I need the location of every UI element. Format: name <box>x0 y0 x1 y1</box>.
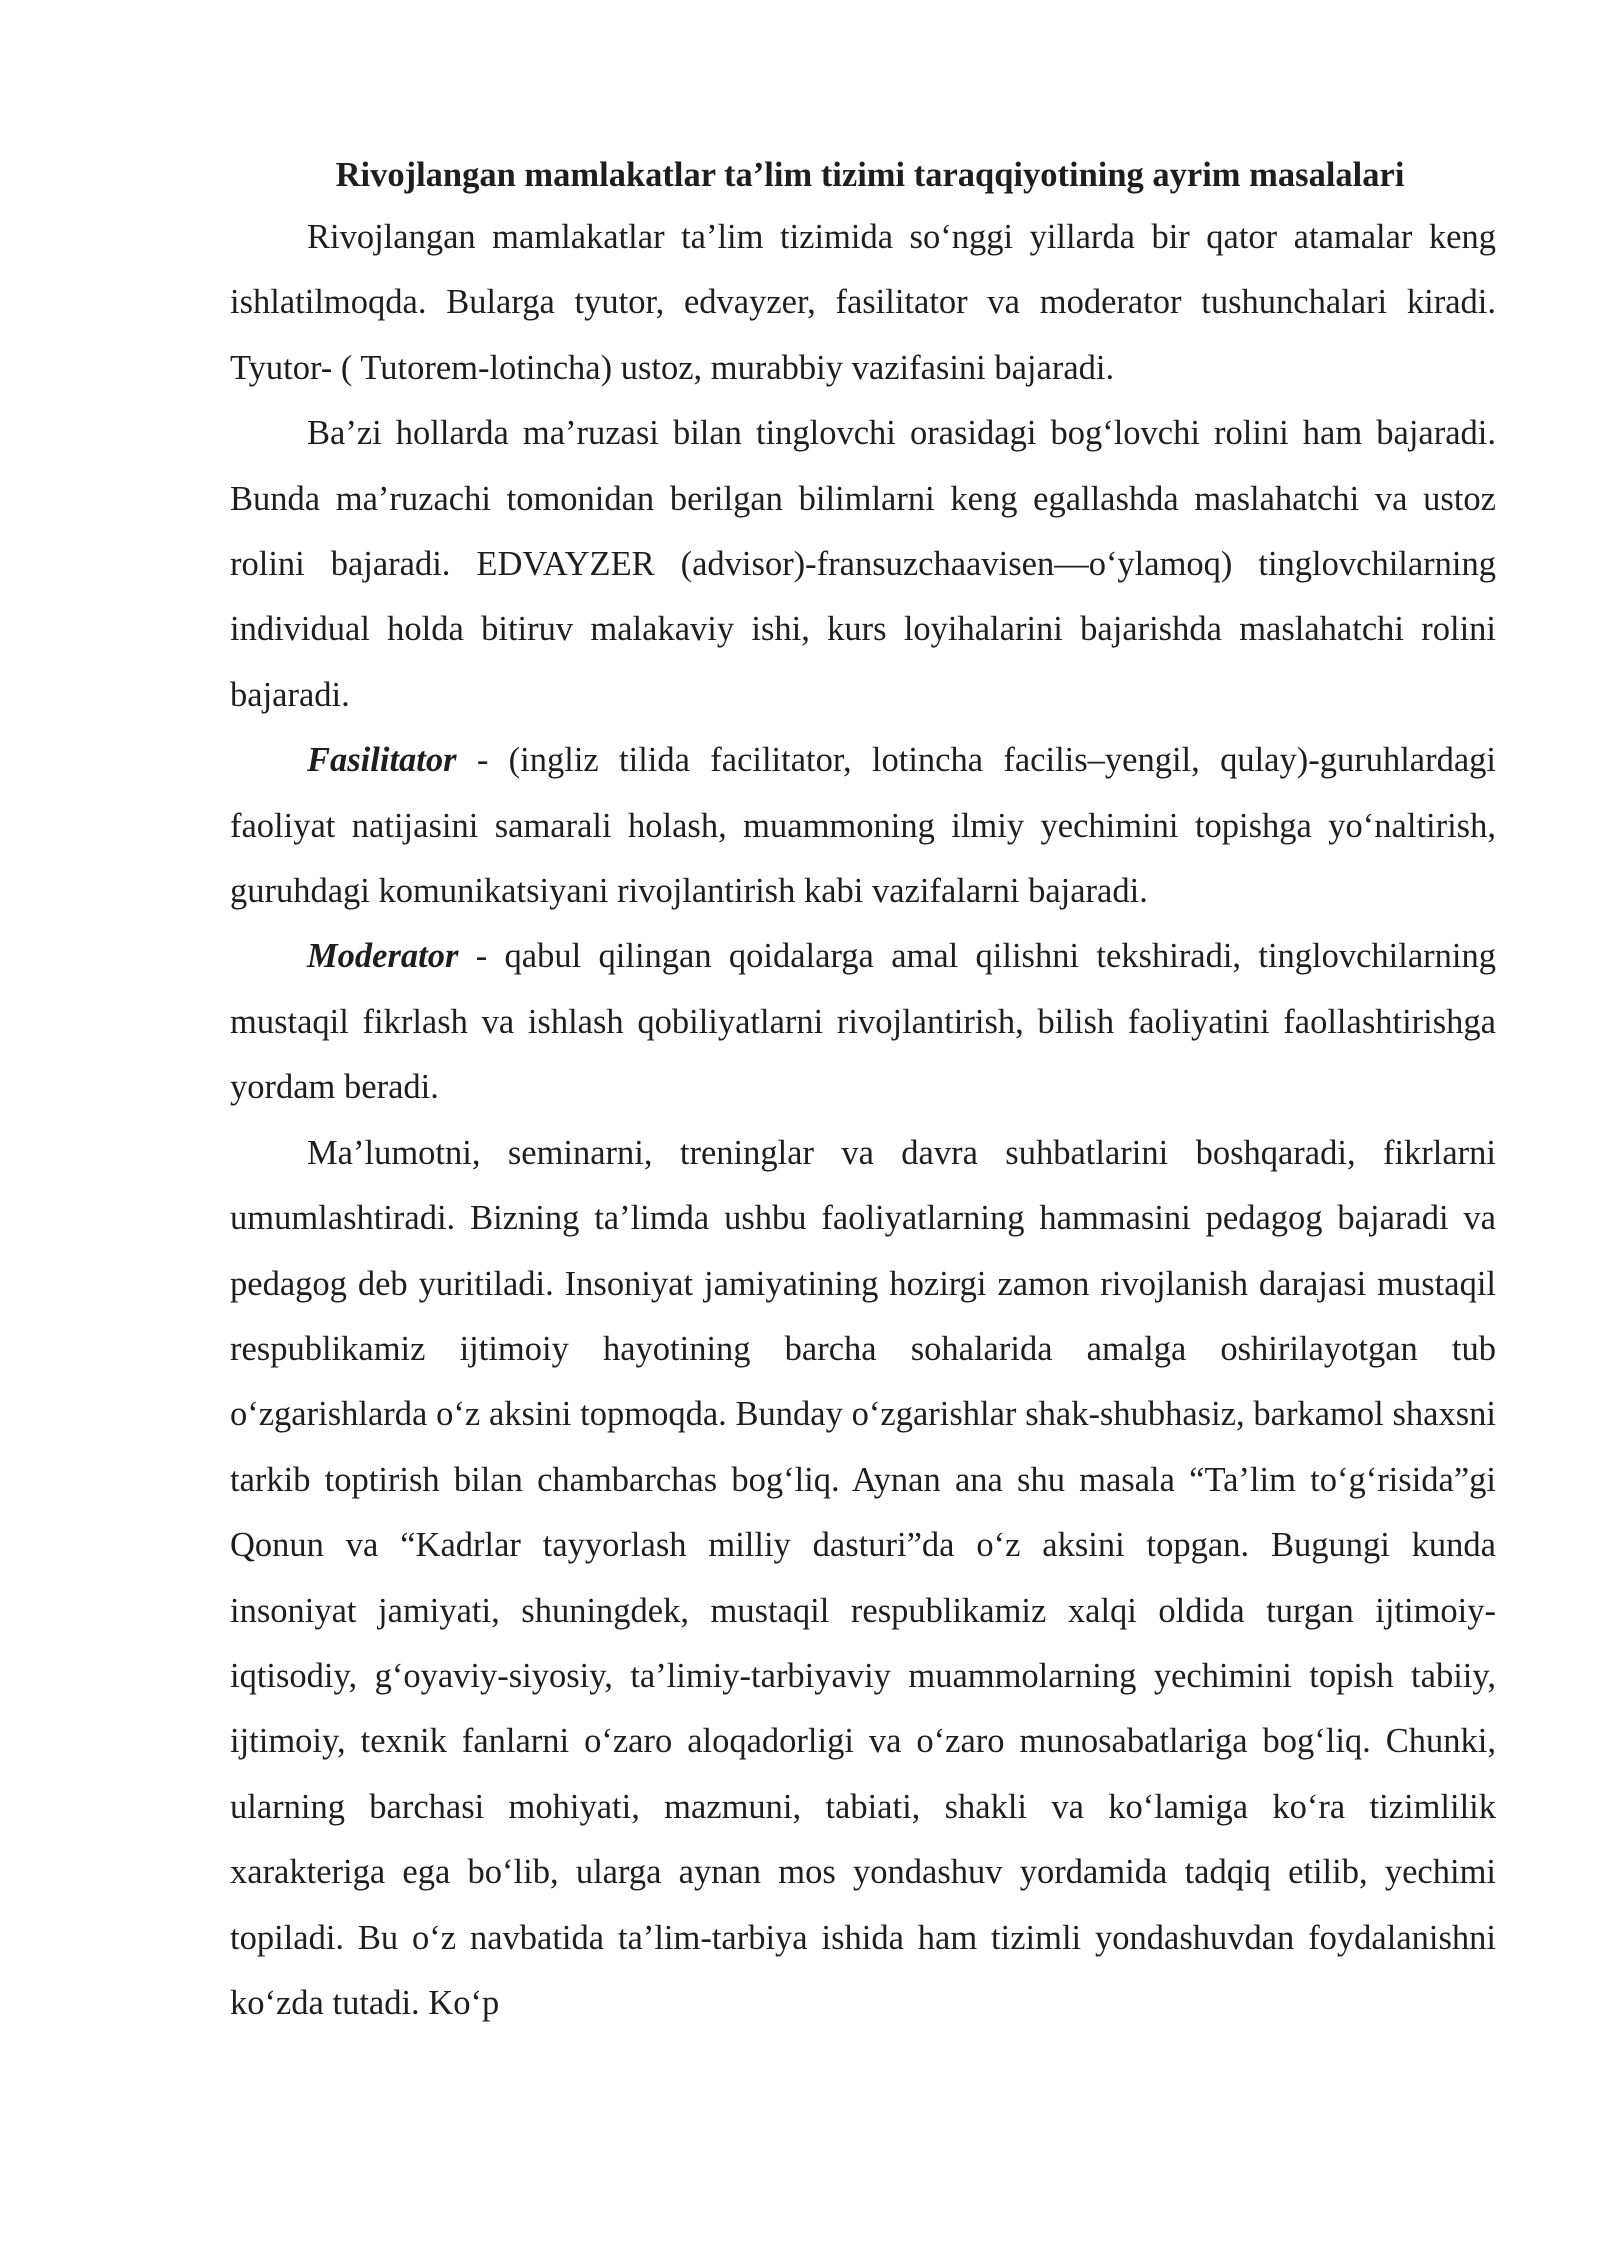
paragraph <box>230 1121 1496 2037</box>
term-moderator: Moderator <box>307 937 459 976</box>
paragraph-text: Rivojlangan mamlakatlar ta’lim tizimida so‘nggi yillarda bir qator atamalar keng ishlatilmoqda. Bulargа tyutor, edvayzer, fasilitator va moderator tushunchalari kiradi. Tyutor- ( Tutorem-lotincha) ustoz, murabbiy vazifasini bajaradi. <box>230 218 1496 387</box>
paragraph <box>230 401 1496 728</box>
document-title: Rivojlangan mamlakatlar ta’lim tizimi taraqqiyotining ayrim masalalari <box>335 156 1405 194</box>
term-fasilitator: Fasilitator <box>307 741 457 780</box>
paragraph <box>230 924 1496 1120</box>
paragraph-text: Ba’zi hollarda ma’ruzasi bilan tinglovchi orasidagi bog‘lovchi rolini ham bajaradi. Bunda ma’ruzachi tomonidan berilgan bilimlarni keng egallashda maslahatchi va ustoz rolini bajaradi. EDVAYZER (advisor)-fransuzchaavisen—o‘ylamoq) tinglovchilarning individual holda bitiruv malakaviy ishi, kurs loyihalarini bajarishda maslahatchi rolini bajaradi. <box>230 414 1496 714</box>
document-page <box>230 145 1496 2036</box>
paragraph-text: - qabul qilingan qoidalarga amal qilishni tekshiradi, tinglovchilarning mustaqil fikrlash va ishlash qobiliyatlarni rivojlantirish, bilish faoliyatini faollashtirishga yordam beradi. <box>230 937 1496 1107</box>
paragraph <box>230 205 1496 401</box>
paragraph-text: - (ingliz tilida facilitator, lotincha facilis–yengil, qulay)-guruhlardagi faoliyat natijasini samarali holash, muammoning ilmiy yechimini topishga yo‘naltirish, guruhdagi komunikatsiyani rivojlantirish kabi vazifalarni bajaradi. <box>230 741 1496 911</box>
paragraph-text: Ma’lumotni, seminarni, treninglar va davra suhbatlarini boshqaradi, fikrlarni umumlashtiradi. Bizning ta’limda ushbu faoliyatlarning hammasini pedagog bajaradi va pedagog deb yuritiladi. Insoniyat jamiyatining hozirgi zamon rivojlanish darajasi mustaqil respublikamiz ijtimoiy hayotining barcha sohalarida amalga oshirilayotgan tub o‘zgarishlarda o‘z aksini topmoqda. Bunday o‘zgarishlar shak-shubhasiz, barkamol shaxsni tarkib toptirish bilan chambarchas bog‘liq. Aynan ana shu masala “Ta’lim to‘g‘risida”gi Qonun va “Kadrlar tayyorlash milliy dasturi”da o‘z aksini topgan. Bugungi kunda insoniyat jamiyati, shuningdek, mustaqil respublikamiz xalqi oldida turgan ijtimoiy-iqtisodiy, g‘oyaviy-siyosiy, ta’limiy-tarbiyaviy muammolarning yechimini topish tabiiy, ijtimoiy, texnik fanlarni o‘zaro aloqadorligi va o‘zaro munosabatlariga bog‘liq. Chunki, ularning barchasi mohiyati, mazmuni, tabiati, shakli va ko‘lamiga ko‘ra tizimlilik xarakteriga ega bo‘lib, ularga aynan mos yondashuv yordamida tadqiq etilib, yechimi topiladi. Bu o‘z navbatida ta’lim-tarbiya ishida ham tizimli yondashuvdan foydalanishni ko‘zda tutadi. Ko‘p <box>230 1133 1496 2022</box>
paragraph <box>230 728 1496 924</box>
